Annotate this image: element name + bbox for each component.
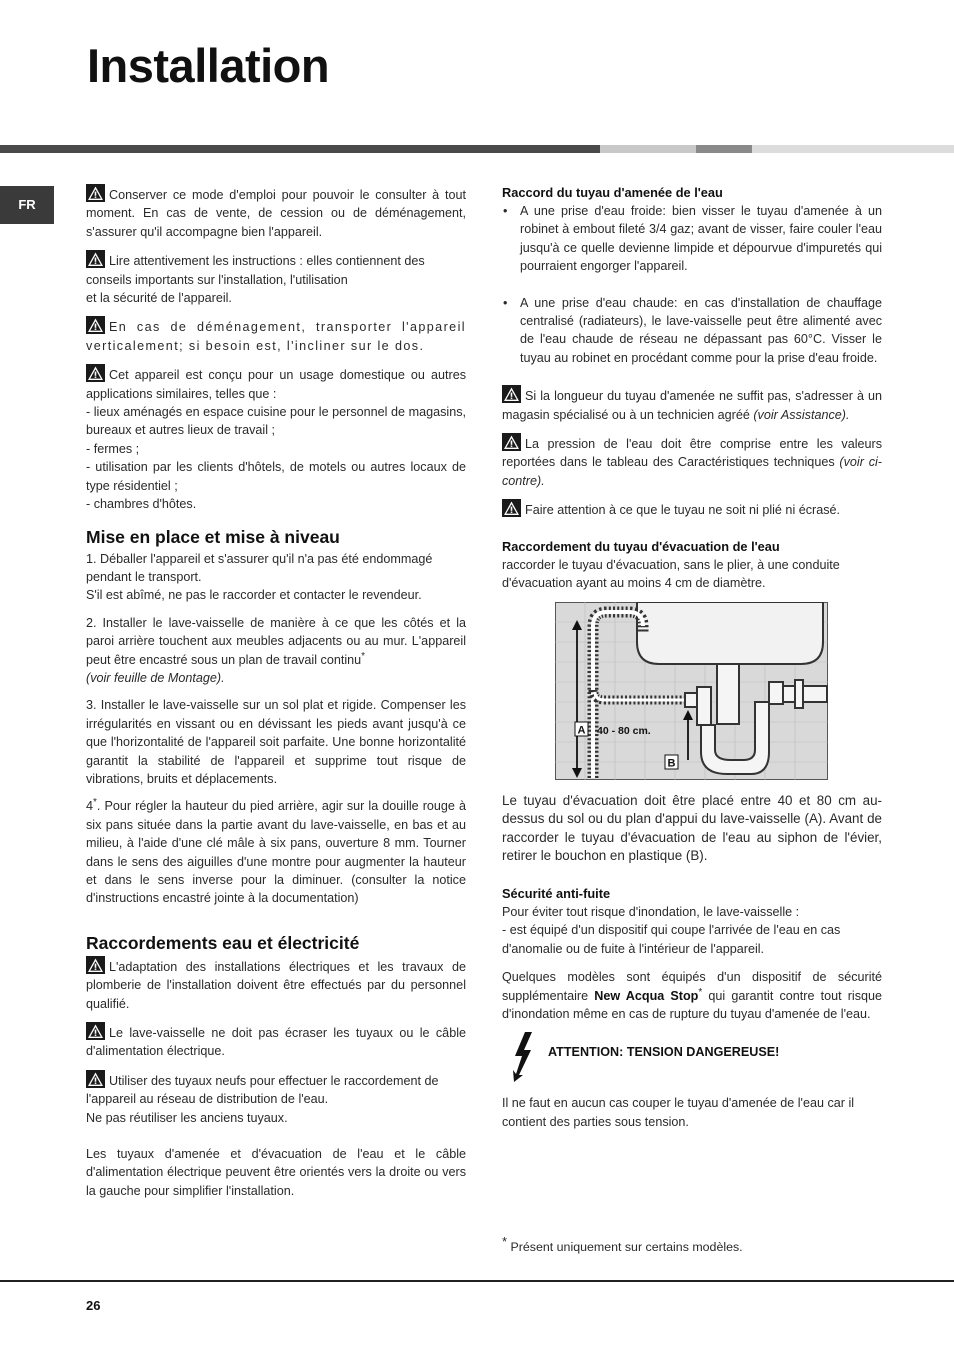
drain-text: raccorder le tuyau d'évacuation, sans le plier, à une conduite d'évacuation ayant au moins 4 cm de diamètre. [502, 557, 840, 591]
step-3: 3. Installer le lave-vaisselle sur un sol plat et rigide. Compenser les irrégularités en vissant ou en dévissant les pieds avant jusqu'à ce que l'horizontalité de l'appareil soit parfaite. Une bonne horizontalité garantit la stabilité de l'appareil et supprime tout risque de vibrations, bruits et déplacements. [86, 698, 466, 786]
header-bar-dark [0, 145, 600, 153]
danger-warning-text: Il ne faut en aucun cas couper le tuyau d'amenée de l'eau car il contient des parties sous tension. [502, 1096, 855, 1129]
step-4: 4*. Pour régler la hauteur du pied arrière, agir sur la douille rouge à six pans située dans la partie avant du lave-vaisselle, en bas et au milieu, à l'aide d'une clé mâle à six pans, ouverture 8 mm. Tourner dans le sens des aiguilles d'une montre pour augmenter la hauteur et dans le sens inverse pour la diminuer. (consulter la notice d'instructions encastré jointe à la documentation) [86, 797, 466, 906]
warning-icon [86, 956, 105, 974]
note-qualified-staff: L'adaptation des installations électriques et les travaux de plomberie de l'installation doivent être effectués par du personnel qualifié. [86, 956, 466, 1013]
drain-height-text: Le tuyau d'évacuation doit être placé entre 40 et 80 cm au-dessus du sol ou du plan d'appui du lave-vaisselle (A). Avant de raccorder le tuyau d'évacuation de l'eau au siphon de l'évier, retirer le bouchon en plastique (B). [502, 792, 882, 864]
list-item: • A une prise d'eau chaude: en cas d'installation de chauffage centralisé (radiateurs), le lave-vaisselle peut être alimenté avec de l'eau chaude de réseau ne dépassant pas 60°C. Visser le tuyau au robinet en procédant comme pour la prise d'eau froide. [502, 294, 882, 368]
warning-icon [86, 1022, 105, 1040]
note-hoses-not-crushed: Le lave-vaisselle ne doit pas écraser les tuyaux ou le câble d'alimentation électrique. [86, 1022, 466, 1061]
section-title-placement: Mise en place et mise à niveau [86, 526, 340, 547]
label-a: A [577, 724, 586, 736]
note-new-hoses: Utiliser des tuyaux neufs pour effectuer le raccordement de l'appareil au réseau de distribution de l'eau. Ne pas réutiliser les anciens tuyaux. [86, 1070, 466, 1127]
left-column [86, 184, 466, 1209]
sink-basin [637, 602, 823, 664]
note-domestic-use: Cet appareil est conçu pour un usage domestique ou autres applications similaires, telles que : - lieux aménagés en espace cuisine pour le personnel de magasins, bureaux et autres lieux de travail ; - fermes ; - utilisation par les clients d'hôtels, de motels ou autres locaux de type résidentiel ; - chambres d'hôtes. [86, 364, 466, 513]
right-column [502, 184, 882, 1140]
danger-warning-title: ATTENTION: TENSION DANGEREUSE! [548, 1045, 780, 1060]
note-transport: En cas de déménagement, transporter l'appareil verticalement; si besoin est, l'incliner sur le dos. [86, 316, 466, 355]
warning-icon [86, 316, 105, 334]
page-number: 26 [86, 1298, 101, 1313]
header-bar-mid [696, 145, 752, 153]
header-bar-pale [752, 145, 954, 153]
heading-inlet-hose: Raccord du tuyau d'amenée de l'eau [502, 185, 723, 200]
label-b: B [667, 757, 676, 769]
note-hose-orientation: Les tuyaux d'amenée et d'évacuation de l'eau et le câble d'alimentation électrique peuvent être orientés vers la droite ou vers la gauche pour simplifier l'installation. [86, 1147, 466, 1198]
heading-drain-hose: Raccordement du tuyau d'évacuation de l'eau [502, 538, 780, 554]
footer-rule [0, 1280, 954, 1282]
inlet-list [502, 202, 882, 367]
warning-icon [86, 184, 105, 202]
note-hose-kinked: Faire attention à ce que le tuyau ne soit ni plié ni écrasé. [502, 499, 882, 519]
note-hose-length: Si la longueur du tuyau d'amenée ne suffit pas, s'adresser à un magasin spécialisé ou à un technicien agréé (voir Assistance). [502, 385, 882, 424]
drain-diagram [555, 602, 828, 780]
step-2: 2. Installer le lave-vaisselle de manière à ce que les côtés et la paroi arrière touchent aux meubles adjacents ou au mur. L'appareil peut être encastré sous un plan de travail continu* (voir feuille de Montage). [86, 615, 466, 685]
note-keep-manual: Conserver ce mode d'emploi pour pouvoir le consulter à tout moment. En cas de vente, de cession ou de déménagement, s'assurer qu'il accompagne bien l'appareil. [86, 184, 466, 241]
note-water-pressure: La pression de l'eau doit être comprise entre les valeurs reportées dans le tableau des Caractéristiques techniques (voir ci-contre). [502, 433, 882, 490]
warning-icon [502, 499, 521, 517]
warning-icon [86, 250, 105, 268]
label-range: 40 - 80 cm. [597, 724, 651, 737]
section-title-connections: Raccordements eau et électricité [86, 932, 360, 953]
list-item: • A une prise d'eau froide: bien visser le tuyau d'amenée à un robinet à embout fileté 3/4 gaz; avant de visser, faire couler l'eau jusqu'à ce quelle devienne limpide et dépourvue d'impuretés qui pourraient engorger l'appareil. [502, 202, 882, 276]
lightning-bolt-icon [512, 1032, 534, 1082]
warning-icon [502, 433, 521, 451]
warning-icon [502, 385, 521, 403]
warning-icon [86, 364, 105, 382]
note-read-instructions: Lire attentivement les instructions : elles contiennent des conseils importants sur l'installation, l'utilisation et la sécurité de l'appareil. [86, 250, 466, 307]
step-1: 1. Déballer l'appareil et s'assurer qu'il n'a pas été endommagé pendant le transport. S'il est abîmé, ne pas le raccorder et contacter le revendeur. [86, 551, 433, 603]
anti-leak-text: Pour éviter tout risque d'inondation, le lave-vaisselle : - est équipé d'un dispositif qui coupe l'arrivée de l'eau en cas d'anomalie ou de fuite à l'intérieur de l'appareil. [502, 904, 841, 956]
footnote: * Présent uniquement sur certains modèles. [502, 1233, 743, 1254]
page-title: Installation [87, 39, 330, 92]
heading-anti-leak: Sécurité anti-fuite [502, 885, 611, 901]
header-bar-light [600, 145, 696, 153]
warning-icon [86, 1070, 105, 1088]
language-tag: FR [0, 186, 54, 224]
danger-warning [512, 1032, 882, 1082]
new-acqua-stop-text: Quelques modèles sont équipés d'un dispositif de sécurité supplémentaire New Acqua Stop* qui garantit contre tout risque d'inondation même en cas de rupture du tuyau d'amenée de l'eau. [502, 970, 882, 1021]
